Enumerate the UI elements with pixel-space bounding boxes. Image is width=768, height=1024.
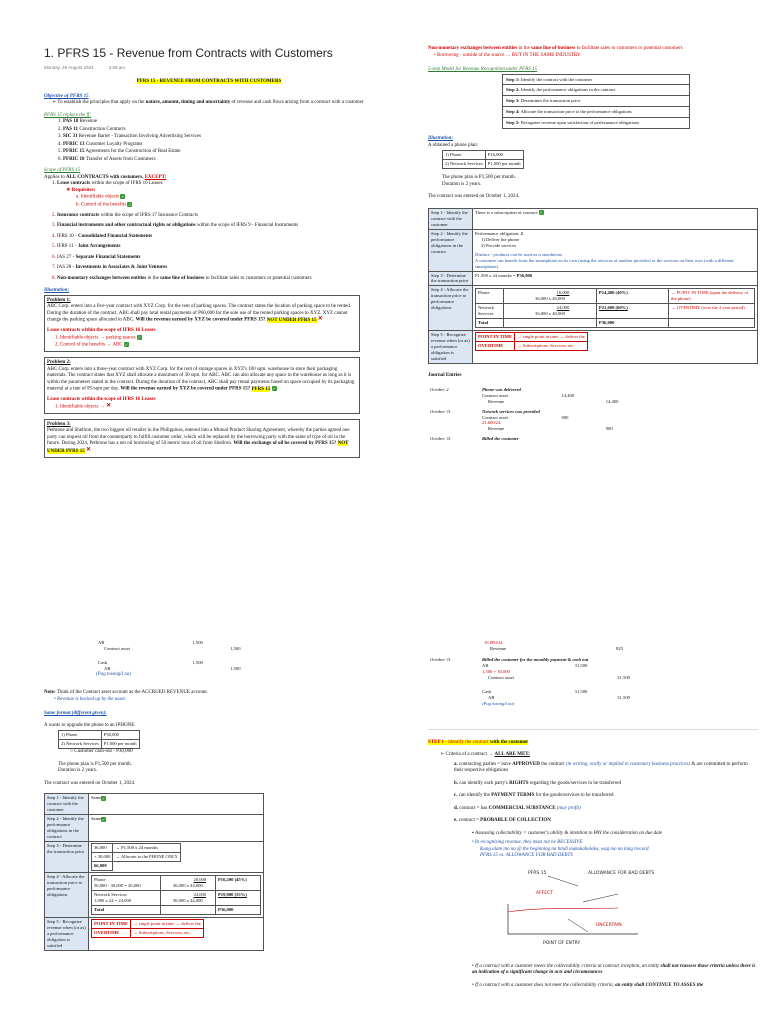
problem-1-title: Problem 1: [47, 297, 71, 303]
exception-item: 4. IFRS 10 - Consolidated Financial Statements [52, 233, 153, 239]
contract-asset-note: Note: Think of the Contract asset account as the ACCRUED REVENUE account. [44, 690, 209, 696]
step1-title: STEP 1 - Identify the contract with the customer [428, 739, 529, 745]
left-column-2 [44, 640, 374, 951]
exception-item: 6. IAS 27 - Separate Financial Statements [52, 254, 141, 260]
replaced-standards-list [58, 119, 374, 163]
contract-asset-bullet: • Revenue is backed up by the asset. [54, 696, 127, 702]
collectability-bullet: ▪ Assessing collectability = customer's ability & intention to PAY the consideration on due date [472, 830, 663, 836]
journal-entries-3: 19,800/24 Revenue 825 [484, 640, 624, 651]
journal-entry-row: Contract asset 1,500 [104, 645, 241, 651]
continue-assess-bullet: • If a contract with a customer does not meet the collectability criteria, an entity shall CONTINUE TO ASSES the [472, 982, 704, 988]
problem-3-box [44, 419, 360, 458]
steps-table: Step 1 - Identify the contract with the customer There is a subscription of contract ✓ Step 2 - Identify the performance obligations in the contract Performance obligation: 2 1) Deliver the phone 2) Provide services Distinct - products can be used as a standalone. A customer can benefit from the smartphone on its own (using the services of another provider) or the services on their own (with a different smartphone). Step 3 - Determine the transaction price P1,500 x 24 months = P36,000 Step 4 - Allocate the transaction price to performance obligations Phone 16,000 36,000 x 40,000 P14,400 (40%) → POINT IN TIME (upon the delivery of the phone) Network Services 24,000 36,000 x 40,000 P21,600 (60%) → OVERTIME (over the 2 year period) Total P36,000 Step 5 - Recognize revenue when (or as) a performance obligation is satisfied POINT IN TIME → single point in time → deliver the OVERTIME → Subscriptions, Services, etc. [428, 208, 758, 364]
nonmonetary-bullet: • Borrowing - outside of the source → BUT IN THE SAME INDUSTRY [434, 52, 581, 58]
plan-price: The phone plan is P1,500 per month. [442, 175, 516, 181]
problem-2-text: ABC Corp. enters into a three-year contract with XYZ Corp. for the rent of storage spaces in XYZ's 100 sqm. warehouse to store their packaging materials. The contract states that XYZ shall allocate a maximum of 30 sqm. for ABC. ABC can also allocate any space in the warehouse as long as it is within the parameters stated in the contract. During the duration of the contract, ABC shall pay rental payments based on space occupied by its packaging material at a rate of P5/sqm per day. Will the revenue earned by XYZ be covered under PFRS 15? PFRS 15 ✓ [47, 366, 355, 392]
check-icon: ✓ [539, 210, 543, 216]
svg-text:ALLOWANCE FOR BAD DEBTS: ALLOWANCE FOR BAD DEBTS [588, 870, 655, 876]
journal-entry-row: Cash 1,500 [98, 659, 203, 665]
replaced-standard-item: 1. PAS 18 Revenue [58, 119, 98, 125]
criteria-item: c. can identify the PAYMENT TERMS for the goods/services to be transferred [454, 793, 614, 799]
five-step-row: Step 4: Allocate the transaction price to the performance obligations [503, 107, 690, 118]
problem-3-text: Pethrone and Shellron, the two biggest oil retailer in the Philippines, entered into a Mutual Product Sharing Agreement, whereby the parties agreed one party can request oil from the counterparty to fulfill customer order, which will be replaced by the borrowing party with the same of type of oil in the future. During 2024, Pethrone has a net oil borrowing of 50 metric tons of oil from Shellron. Will the exchange of oil be covered by PFRS 15? NOT UNDER PFRS 15 ✕ [47, 428, 350, 454]
sketch-drawing [488, 864, 668, 964]
illustration-intro: A obtained a phone plan: [428, 142, 478, 148]
replaced-standard-item: 2. PAS 11 Construction Contracts [58, 126, 126, 132]
journal-entry-row: AR 1,500 [104, 665, 241, 671]
page-time: 3:08 am [108, 64, 125, 70]
illustration-label-2: Illustration: [428, 136, 454, 142]
contract-date: The contract was entered on October 1, 2024. [428, 194, 520, 200]
objective-label: Objective of PFRS 15 [44, 93, 89, 99]
plan-duration: Duration is 2 years. [442, 181, 482, 187]
upgrade-plan-table: 1) Phone P50,000 2) Network Services P1,000 per month [58, 730, 140, 749]
svg-text:AFFECT: AFFECT [536, 890, 553, 896]
exception-item: 7. IAS 28 - Investments in Associates & Joint Ventures [52, 265, 168, 271]
scope-label: Scope of PFRS 15 [44, 168, 81, 174]
five-step-row: Step 1: Identify the contract with the customer [503, 74, 690, 85]
svg-text:POINT OF ENTRY: POINT OF ENTRY [543, 940, 581, 946]
exception-item: 8. Non-monetary exchanges between entities in the same line of business to facilitate sales to customers or potential customers [52, 275, 312, 281]
exceptions-list [52, 213, 374, 283]
page-title: 1. PFRS 15 - Revenue from Contracts with Customers [44, 46, 333, 60]
journal-entry-row: October 31 Billed the customer [430, 436, 519, 442]
criteria-list [454, 762, 758, 825]
same-format-label: Same format (different given): [44, 711, 107, 717]
check-icon: ✓ [137, 334, 141, 340]
exception-item: 5. IFRS 11 - Joint Arrangements [52, 244, 121, 250]
journal-entries-1 [428, 383, 648, 443]
five-step-table [502, 74, 690, 130]
check-icon: ✓ [102, 795, 106, 801]
check-icon: ✓ [121, 194, 125, 200]
plan-duration-2: Duration is 2 years. [58, 768, 98, 774]
contract-date-2: The contract was entered on October 1, 2024. [44, 780, 136, 786]
x-mark-icon: ✕ [105, 402, 111, 409]
steps-table-2: Step 1 - Identify the contract with the customer Same✓ Step 2 - Identify the performance obligations in the contract Same✓ Step 3 - Determine the transaction price 36,000 → P1,500 x 24 months + 30,000 → Allocate to the PHONE ONLY 66,000 Step 4 - Allocate the transaction price to performance obligations Phone 50,000 - 30,000 = 20,000 20,000 36,000 x 44,000 P16,200 (45%) Network Services 1,000 x 24 = 24,000 24,000 36,000 x 44,000 P19,800 (55%) Total P36,000 Step 5 - Recognize revenue when (or as) a performance obligation is satisfied POINT IN TIME → single point in time → deliver the OVERTIME → Subscriptions, Services, etc. [44, 793, 264, 950]
replace-label: PFRS 15 replace the ff: [44, 112, 92, 118]
journal-entries-2 [96, 640, 266, 672]
exception-item: 2. Insurance contracts within the scope of IFRS 17 Insurance Contracts [52, 212, 198, 218]
journal-entries-label: Journal Entries [428, 373, 462, 379]
journal-entries-4: October 31 Billed the customer for the monthly payment & cash out AR 31,500 1,500 + 30,000 Contract asset 31,500 Cash 31,500 AR 31,500 (Pag nasingil na) [430, 656, 630, 706]
plan-price-2: The phone plan is P1,500 per month. [58, 761, 132, 767]
exception-item: 3. Financial instruments and other contractual rights or obligations within the scope of IFRS 9 - Financial Instruments [52, 223, 299, 229]
replaced-standard-item: 5. PFRIC 15 Agreements for the Construction of Real Estate [58, 149, 181, 155]
problem-1-box [44, 295, 360, 352]
criteria-intro: ➢ Criteria of a contract → ALL ARE MET: [440, 752, 530, 758]
check-icon: ✓ [124, 342, 129, 347]
handwritten-sketch [488, 864, 758, 964]
five-step-row: Step 3: Determines the transaction price [503, 96, 690, 107]
x-mark-icon: ✕ [317, 316, 323, 323]
problem-3-title: Problem 3: [47, 421, 71, 427]
journal-entry-row: AR 1,500 [98, 640, 203, 645]
five-step-row: Step 5: Recognize revenue upon satisfaction of performance obligations [503, 118, 690, 129]
criteria-item: d. contract = has COMMERCIAL SUBSTANCE (may profit) [454, 805, 581, 811]
problem-1-text: ABC Corp. enters into a five-year contract with XYZ Corp. for the rent of parking spaces. The contract states the location of parking space to be rented. During the duration of the contract, ABC shall pay total rental payments of P60,000 for the sole use of the rented parking spaces to XYZ. XYZ cannot change the parking space allocated to ABC. Will the revenue earned by XYZ be covered under PFRS 15? NOT UNDER PFRS 15 ✕ [47, 304, 351, 323]
check-icon: ✓ [102, 816, 106, 822]
requisites: ❖ Requisites: a. Identifiable objects ✓ b. Control of the benefits ✓ [66, 187, 132, 208]
journal-entry-row: Contract asset 900 [482, 414, 569, 420]
cashout-bullet: ○ Customer cash-out - P30,000 [70, 749, 133, 755]
page-date: Monday, 26 August 2024 [44, 64, 94, 70]
five-step-row: Step 2: Identify the performance obligations in the contract [503, 85, 690, 96]
phone-plan-table: 1) Phone P16,000 2) Network Services P1,000 per month [442, 150, 524, 169]
section-heading: PFRS 15 - REVENUE FROM CONTRACTS WITH CUSTOMERS [136, 79, 282, 85]
journal-entry-row: 21,600/24 [482, 420, 501, 426]
check-icon: ✓ [128, 201, 132, 207]
criteria-item: b. can identify each party's RIGHTS regarding the goods/services to be transferred [454, 780, 621, 786]
replaced-standard-item: 4. PFRIC 13 Customer Loyalty Programs [58, 141, 143, 147]
objective-text: ➢ To establish the principles that apply on the nature, amount, timing and uncertainty of revenue and cash flows arising from a contract with a customer [52, 100, 364, 106]
recessive-note: • In recognizing revenue, they must not be RECESSIVE Kung alam mo na @ the beginning na hindi makakabalaka, wag mo na lang irecord. PFRS 15 vs. ALLOWANCE FOR BAD DEBTS [472, 840, 650, 859]
scope-intro: Applies to ALL CONTRACTS with customers, EXCEPT: [44, 174, 167, 180]
replaced-standard-item: 3. SIC 31 Revenue Barter - Transaction Involving Advertising Services [58, 134, 202, 140]
exception-lease: 1. Lease contracts within the scope of IFRS 16 Leases [52, 181, 163, 187]
journal-entry-row: October 31 Network services was provided [430, 408, 540, 414]
journal-entry-row: Revenue 14,400 [488, 398, 619, 404]
criteria-item: a. contracting parties = have APPROVED the contract (in writing, orally or implied in customary business practices) & are committed to perform their respective obligations [454, 761, 748, 774]
right-column [428, 46, 758, 442]
right-column-2 [428, 640, 758, 989]
left-column [44, 46, 374, 458]
journal-entry-row: Contract asset 14,400 [482, 392, 575, 398]
page-timestamp [44, 65, 374, 71]
five-step-label: 5-step Model for Revenue Recognition under PFRS 15 [428, 67, 537, 72]
replaced-standard-item: 6. PFRIC 18 Transfer of Assets from Customers [58, 156, 156, 162]
problem-1-note: Lease contracts within the scope of IFRS 16 Leases 1. Identifiable objects → parking spaces ✓ 2. Control of the benefits → ABC ✓ [47, 328, 156, 348]
reassess-bullet: • If a contract with a customer meets the collectability criteria at contract inception, an entity shall not reassess those criteria unless there is an indication of a significant change in acts and circumstances [472, 963, 756, 976]
problem-2-box [44, 357, 360, 414]
svg-text:PFRS 15: PFRS 15 [528, 870, 547, 876]
problem-2-note: Lease contracts within the scope of IFRS 16 Leases 1. Identifiable objects → ✕ [47, 397, 156, 410]
criteria-item: e. contract = PROBABLE OF COLLECTION [454, 818, 551, 824]
problem-2-title: Problem 2: [47, 360, 71, 366]
journal-entry-row: October 2 Phone was delivered [430, 386, 521, 392]
x-mark-icon: ✕ [86, 446, 92, 453]
nonmonetary-note: Non-monetary exchanges between entities in the same line of business to facilitate sales to customers or potential customers [428, 46, 683, 51]
check-icon: ✓ [272, 386, 276, 392]
upgrade-text: A wants to upgrade the phone to an IPHONE. [44, 722, 136, 728]
pay-note: (Pag nasingil na) [96, 671, 131, 677]
illustration-label: Illustration: [44, 288, 70, 294]
svg-text:UNCERTAIN: UNCERTAIN [596, 922, 622, 928]
journal-entry-row: Revenue 900 [488, 426, 613, 432]
